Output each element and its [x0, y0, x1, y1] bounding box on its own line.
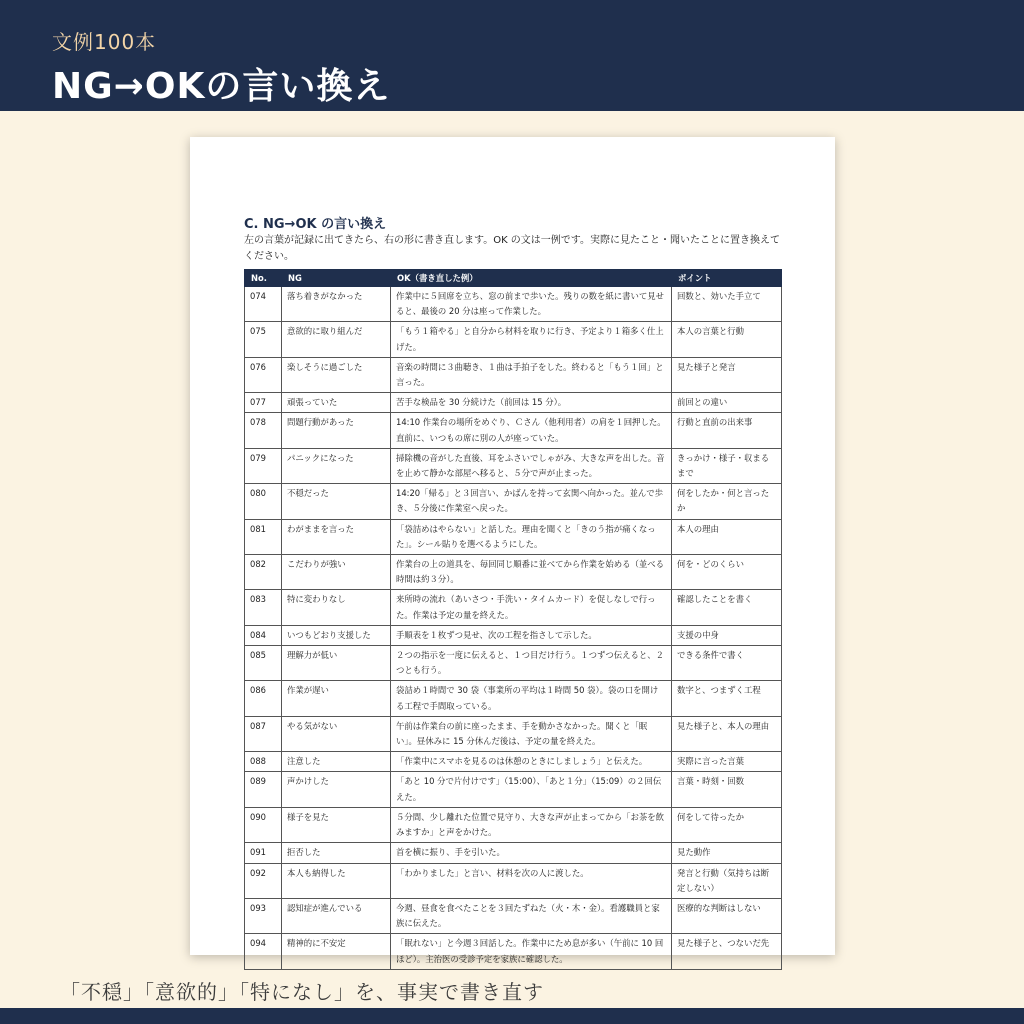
cell-ok: ２つの指示を一度に伝えると、１つ目だけ行う。１つずつ伝えると、２つとも行う。 [391, 646, 672, 681]
cell-ng: やる気がない [282, 716, 391, 751]
cell-point: 数字と、つまずく工程 [672, 681, 782, 716]
cell-no: 080 [245, 484, 282, 519]
cell-ng: 特に変わりなし [282, 590, 391, 625]
cell-ok: 「袋詰めはやらない」と話した。理由を聞くと「きのう指が痛くなった」。シール貼りを選べるようにした。 [391, 519, 672, 554]
cell-ok: 来所時の流れ（あいさつ・手洗い・タイムカード）を促しなしで行った。作業は予定の量を終えた。 [391, 590, 672, 625]
cell-point: 発言と行動（気持ちは断定しない） [672, 863, 782, 898]
table-row [245, 590, 782, 625]
cell-point: 見た様子と、つないだ先 [672, 934, 782, 969]
cell-ok: 音楽の時間に３曲聴き、１曲は手拍子をした。終わると「もう１回」と言った。 [391, 357, 672, 392]
cell-no: 078 [245, 413, 282, 448]
cell-point: 行動と直前の出来事 [672, 413, 782, 448]
table-row [245, 519, 782, 554]
table-row [245, 357, 782, 392]
table-row [245, 555, 782, 590]
cell-ng: 精神的に不安定 [282, 934, 391, 969]
cell-point: 医療的な判断はしない [672, 898, 782, 933]
cell-ok: 掃除機の音がした直後、耳をふさいでしゃがみ、大きな声を出した。音を止めて静かな部屋へ移ると、５分で声が止まった。 [391, 448, 672, 483]
cell-ok: 14:20「帰る」と３回言い、かばんを持って玄関へ向かった。並んで歩き、５分後に作業室へ戻った。 [391, 484, 672, 519]
table-row [245, 772, 782, 807]
header-kicker: 文例100本 [52, 30, 157, 54]
table-row [245, 807, 782, 842]
cell-no: 084 [245, 625, 282, 645]
cell-ng: いつもどおり支援した [282, 625, 391, 645]
table-row [245, 681, 782, 716]
cell-ok: 手順表を１枚ずつ見せ、次の工程を指さして示した。 [391, 625, 672, 645]
cell-ng: 声かけした [282, 772, 391, 807]
table-row [245, 448, 782, 483]
cell-no: 091 [245, 843, 282, 863]
cell-ng: 本人も納得した [282, 863, 391, 898]
cell-no: 085 [245, 646, 282, 681]
table-row [245, 393, 782, 413]
table-body [245, 287, 782, 970]
caption: 「不穏」「意欲的」「特になし」を、事実で書き直す [60, 980, 544, 1004]
cell-ng: パニックになった [282, 448, 391, 483]
cell-point: 見た動作 [672, 843, 782, 863]
cell-ng: 楽しそうに過ごした [282, 357, 391, 392]
cell-point: 何をしたか・何と言ったか [672, 484, 782, 519]
cell-ok: 「作業中にスマホを見るのは休憩のときにしましょう」と伝えた。 [391, 752, 672, 772]
table-row [245, 646, 782, 681]
header-ng: NG [282, 270, 391, 287]
footer-bar [0, 1008, 1024, 1024]
table-row [245, 287, 782, 322]
document-page [190, 137, 835, 964]
cell-no: 093 [245, 898, 282, 933]
header-no: No. [245, 270, 282, 287]
cell-point: 前回との違い [672, 393, 782, 413]
cell-ng: 理解力が低い [282, 646, 391, 681]
rewrite-table [244, 269, 782, 970]
cell-no: 074 [245, 287, 282, 322]
cell-no: 079 [245, 448, 282, 483]
cell-no: 082 [245, 555, 282, 590]
section-intro: 左の言葉が記録に出てきたら、右の形に書き直します。OK の文は一例です。実際に見たこと・聞いたことに置き換えてください。 [244, 235, 781, 262]
table-row [245, 843, 782, 863]
cell-point: 見た様子と発言 [672, 357, 782, 392]
cell-point: 本人の理由 [672, 519, 782, 554]
cell-no: 090 [245, 807, 282, 842]
page-title: NG→OKの言い換え [52, 66, 391, 107]
cell-point: 回数と、効いた手立て [672, 287, 782, 322]
cell-ok: 今週、昼食を食べたことを３回たずねた（火・木・金）。看護職員と家族に伝えた。 [391, 898, 672, 933]
cell-ng: 不穏だった [282, 484, 391, 519]
cell-ng: 注意した [282, 752, 391, 772]
cell-no: 081 [245, 519, 282, 554]
cell-no: 092 [245, 863, 282, 898]
cell-ok: 袋詰め１時間で 30 袋（事業所の平均は１時間 50 袋）。袋の口を開ける工程で手間取っている。 [391, 681, 672, 716]
cell-ok: 作業台の上の道具を、毎回同じ順番に並べてから作業を始める（並べる時間は約３分）。 [391, 555, 672, 590]
cell-point: 何を・どのくらい [672, 555, 782, 590]
cell-point: きっかけ・様子・収まるまで [672, 448, 782, 483]
cell-ng: わがままを言った [282, 519, 391, 554]
header-bar [0, 0, 1024, 111]
table-header-row [245, 270, 782, 287]
cell-ng: こだわりが強い [282, 555, 391, 590]
table-row [245, 625, 782, 645]
cell-ok: 作業中に５回席を立ち、窓の前まで歩いた。残りの数を紙に書いて見せると、最後の 20 分は座って作業した。 [391, 287, 672, 322]
cell-ng: 認知症が進んでいる [282, 898, 391, 933]
table-row [245, 863, 782, 898]
cell-no: 089 [245, 772, 282, 807]
cell-no: 076 [245, 357, 282, 392]
cell-ok: 「あと 10 分で片付けです」（15:00）、「あと１分」（15:09）の２回伝えた。 [391, 772, 672, 807]
cell-point: 確認したことを書く [672, 590, 782, 625]
cell-ok: 「眠れない」と今週３回話した。作業中にため息が多い（午前に 10 回ほど）。主治医の受診予定を家族に確認した。 [391, 934, 672, 969]
table-row [245, 322, 782, 357]
cell-ng: 意欲的に取り組んだ [282, 322, 391, 357]
table-row [245, 752, 782, 772]
cell-ok: 午前は作業台の前に座ったまま、手を動かさなかった。聞くと「眠い」。昼休みに 15 分休んだ後は、予定の量を終えた。 [391, 716, 672, 751]
cell-no: 075 [245, 322, 282, 357]
table-row [245, 716, 782, 751]
cell-no: 083 [245, 590, 282, 625]
cell-point: 実際に言った言葉 [672, 752, 782, 772]
cell-ng: 頑張っていた [282, 393, 391, 413]
cell-no: 077 [245, 393, 282, 413]
table-row [245, 413, 782, 448]
cell-point: 支援の中身 [672, 625, 782, 645]
cell-ok: 苦手な検品を 30 分続けた（前回は 15 分）。 [391, 393, 672, 413]
cell-point: 言葉・時刻・回数 [672, 772, 782, 807]
cell-ng: 拒否した [282, 843, 391, 863]
cell-point: 本人の言葉と行動 [672, 322, 782, 357]
cell-point: 何をして待ったか [672, 807, 782, 842]
cell-ok: ５分間、少し離れた位置で見守り、大きな声が止まってから「お茶を飲みますか」と声をかけた。 [391, 807, 672, 842]
cell-point: できる条件で書く [672, 646, 782, 681]
table-row [245, 934, 782, 969]
section-title: C. NG→OK の言い換え [244, 217, 387, 232]
cell-no: 087 [245, 716, 282, 751]
cell-ok: 「わかりました」と言い、材料を次の人に渡した。 [391, 863, 672, 898]
cell-ok: 「もう１箱やる」と自分から材料を取りに行き、予定より１箱多く仕上げた。 [391, 322, 672, 357]
cell-ng: 落ち着きがなかった [282, 287, 391, 322]
cell-ok: 首を横に振り、手を引いた。 [391, 843, 672, 863]
cell-point: 見た様子と、本人の理由 [672, 716, 782, 751]
cell-no: 088 [245, 752, 282, 772]
cell-ok: 14:10 作業台の場所をめぐり、Ｃさん（他利用者）の肩を１回押した。直前に、いつもの席に別の人が座っていた。 [391, 413, 672, 448]
cell-no: 086 [245, 681, 282, 716]
cell-ng: 問題行動があった [282, 413, 391, 448]
header-ok: OK（書き直した例） [391, 270, 672, 287]
table-row [245, 898, 782, 933]
table-row [245, 484, 782, 519]
header-point: ポイント [672, 270, 782, 287]
cell-no: 094 [245, 934, 282, 969]
cell-ng: 作業が遅い [282, 681, 391, 716]
cell-ng: 様子を見た [282, 807, 391, 842]
